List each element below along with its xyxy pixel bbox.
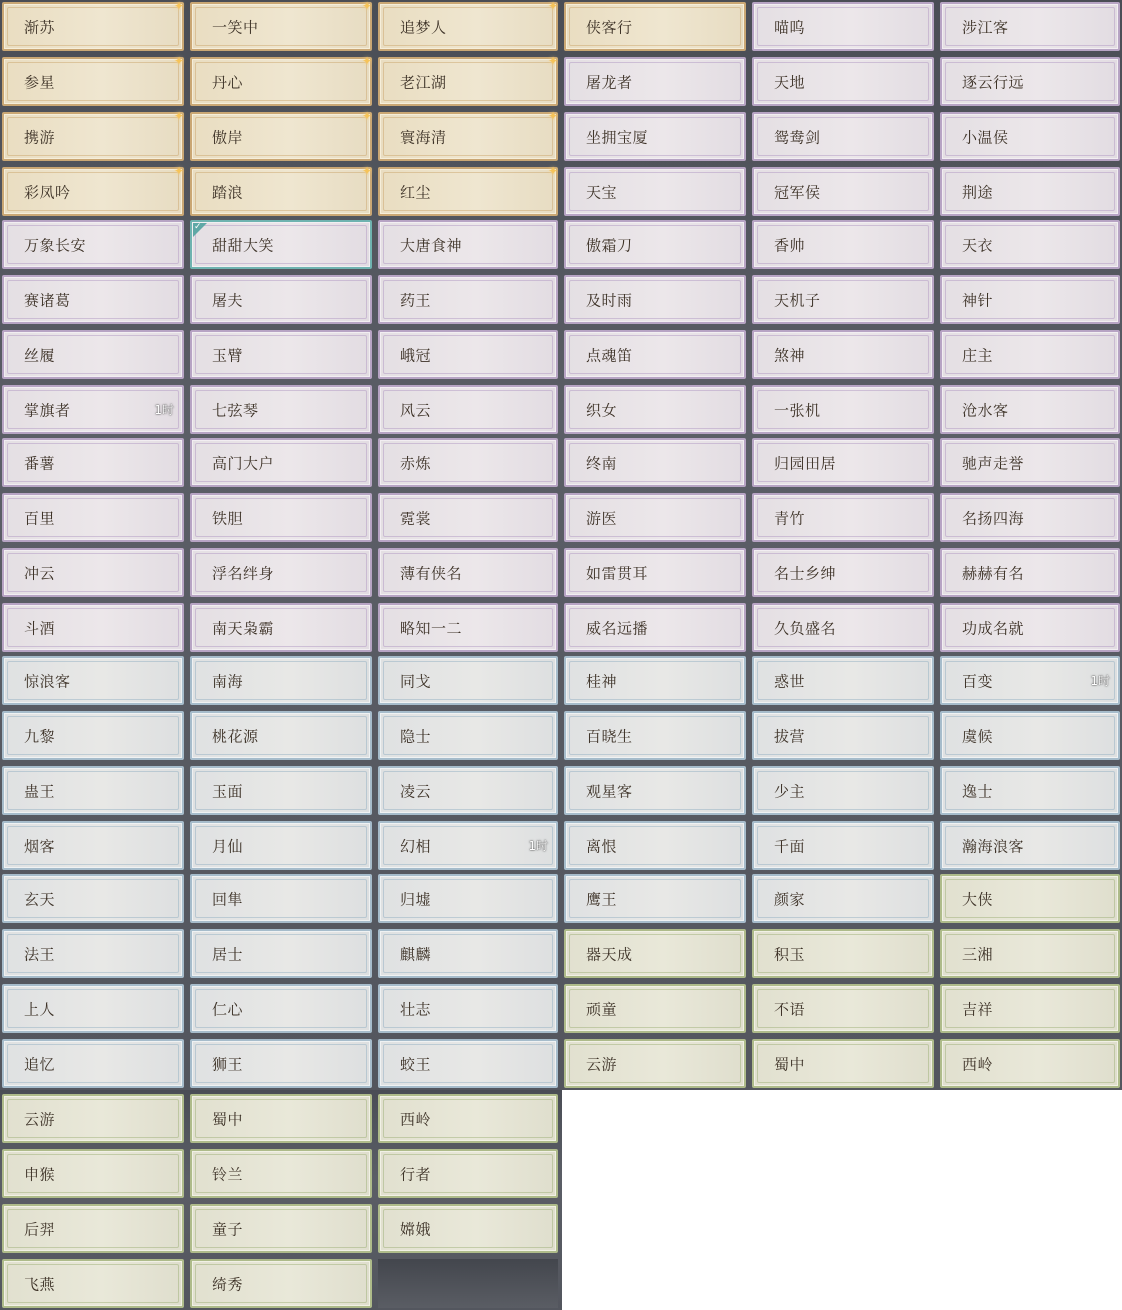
title-label: 蜀中	[774, 1055, 806, 1073]
title-label: 飞燕	[24, 1275, 56, 1293]
title-label: 逐云行远	[962, 73, 1025, 91]
title-tile[interactable]	[2, 766, 184, 815]
sparkle-icon: ✦	[174, 164, 185, 178]
title-tile[interactable]	[2, 54, 185, 106]
check-icon	[193, 223, 207, 237]
title-label: 绮秀	[212, 1275, 244, 1293]
title-tile[interactable]	[190, 220, 372, 269]
title-label: 屠龙者	[586, 73, 633, 91]
title-tile[interactable]	[752, 57, 934, 106]
title-label: 法王	[24, 945, 56, 963]
title-tile[interactable]	[2, 1094, 184, 1143]
title-tile[interactable]	[752, 493, 934, 542]
title-label: 参星	[24, 73, 56, 91]
title-label: 织女	[586, 401, 618, 419]
title-tile[interactable]	[378, 603, 558, 652]
title-tile[interactable]	[564, 548, 746, 597]
sparkle-icon: ✦	[174, 109, 185, 123]
title-label: 顽童	[586, 1000, 618, 1018]
title-label: 蛊王	[24, 782, 56, 800]
title-label: 百晓生	[586, 727, 633, 745]
title-label: 嫦娥	[400, 1220, 432, 1238]
title-label: 小温侯	[962, 128, 1009, 146]
title-label: 大侠	[962, 890, 994, 908]
title-label: 峨冠	[400, 346, 432, 364]
empty-slot	[378, 1259, 558, 1308]
title-tile[interactable]	[564, 385, 746, 434]
title-label: 斗酒	[24, 619, 56, 637]
title-label: 屠夫	[212, 291, 244, 309]
title-label: 名扬四海	[962, 509, 1025, 527]
title-label: 高门大户	[212, 454, 275, 472]
title-label: 积玉	[774, 945, 806, 963]
title-tile[interactable]	[564, 167, 746, 216]
title-tile[interactable]	[378, 656, 558, 705]
sparkle-icon: ✦	[548, 109, 559, 123]
title-tile[interactable]	[940, 929, 1120, 978]
sparkle-icon: ✦	[548, 164, 559, 178]
title-tile[interactable]	[752, 821, 934, 870]
title-label: 略知一二	[400, 619, 463, 637]
title-label: 如雷贯耳	[586, 564, 649, 582]
title-tile[interactable]	[564, 438, 746, 487]
title-tile[interactable]	[378, 438, 558, 487]
title-tile[interactable]	[940, 2, 1120, 51]
title-label: 居士	[212, 945, 244, 963]
title-label: 药王	[400, 291, 432, 309]
title-label: 烟客	[24, 837, 56, 855]
title-tile[interactable]	[2, 984, 184, 1033]
title-tile[interactable]	[940, 57, 1120, 106]
title-tile[interactable]	[940, 548, 1120, 597]
title-tile[interactable]	[752, 167, 934, 216]
title-tile[interactable]	[564, 929, 746, 978]
title-tile[interactable]	[752, 385, 934, 434]
title-tile[interactable]	[752, 984, 934, 1033]
title-label: 天衣	[962, 236, 994, 254]
title-tile[interactable]	[378, 1149, 558, 1198]
title-label: 回隼	[212, 890, 244, 908]
title-tile[interactable]	[190, 493, 372, 542]
title-label: 神针	[962, 291, 994, 309]
title-tile[interactable]	[752, 330, 934, 379]
sparkle-icon: ✦	[174, 0, 185, 13]
title-tile[interactable]	[2, 656, 184, 705]
title-tile[interactable]	[190, 109, 373, 161]
title-label: 铃兰	[212, 1165, 244, 1183]
title-tile[interactable]	[564, 874, 746, 923]
title-tile[interactable]	[378, 874, 558, 923]
title-label: 隐士	[400, 727, 432, 745]
title-label: 千面	[774, 837, 806, 855]
title-label: 云游	[586, 1055, 618, 1073]
title-tile[interactable]	[564, 330, 746, 379]
title-label: 申猴	[24, 1165, 56, 1183]
title-tile[interactable]	[190, 330, 372, 379]
title-tile[interactable]	[2, 1259, 184, 1308]
title-tile[interactable]	[752, 929, 934, 978]
title-label: 一笑中	[212, 18, 259, 36]
title-tile[interactable]	[940, 603, 1120, 652]
title-tile[interactable]	[564, 2, 746, 51]
title-label: 冲云	[24, 564, 56, 582]
title-tile[interactable]	[752, 2, 934, 51]
title-label: 归墟	[400, 890, 432, 908]
title-label: 百变	[962, 672, 994, 690]
title-tile[interactable]	[564, 1039, 746, 1088]
title-tile[interactable]	[940, 167, 1120, 216]
title-tile[interactable]	[752, 766, 934, 815]
title-tile[interactable]	[940, 275, 1120, 324]
title-label: 游医	[586, 509, 618, 527]
title-label: 狮王	[212, 1055, 244, 1073]
title-tile[interactable]	[940, 220, 1120, 269]
title-label: 南天枭霸	[212, 619, 275, 637]
title-label: 名士乡绅	[774, 564, 837, 582]
sparkle-icon: ✦	[548, 0, 559, 13]
title-label: 南海	[212, 672, 244, 690]
title-tile[interactable]	[378, 2, 558, 51]
title-label: 惊浪客	[24, 672, 71, 690]
title-label: 玉臂	[212, 346, 244, 364]
title-tile[interactable]	[378, 164, 559, 216]
title-label: 携游	[24, 128, 56, 146]
title-tile[interactable]	[378, 711, 558, 760]
title-tile[interactable]	[940, 711, 1120, 760]
title-tile[interactable]	[940, 656, 1120, 705]
title-label: 青竹	[774, 509, 806, 527]
title-tile[interactable]	[2, 821, 184, 870]
title-tile[interactable]	[2, 493, 184, 542]
title-label: 百里	[24, 509, 56, 527]
title-tile[interactable]	[2, 385, 184, 434]
title-label: 器天成	[586, 945, 633, 963]
title-label: 凌云	[400, 782, 432, 800]
title-tile[interactable]	[190, 2, 372, 51]
title-tile[interactable]	[378, 220, 558, 269]
title-tile[interactable]	[564, 275, 746, 324]
title-label: 冠军侯	[774, 183, 821, 201]
title-label: 九黎	[24, 727, 56, 745]
title-tile[interactable]	[564, 984, 746, 1033]
title-label: 玄天	[24, 890, 56, 908]
title-label: 久负盛名	[774, 619, 837, 637]
title-label: 西岭	[962, 1055, 994, 1073]
title-label: 渐苏	[24, 18, 56, 36]
sparkle-icon: ✦	[362, 164, 373, 178]
title-tile[interactable]	[940, 874, 1120, 923]
title-tile[interactable]	[2, 929, 184, 978]
title-tile[interactable]	[190, 1259, 372, 1308]
title-tile[interactable]	[752, 112, 934, 161]
title-tile[interactable]	[378, 1204, 558, 1253]
title-label: 拔营	[774, 727, 806, 745]
title-label: 大唐食神	[400, 236, 463, 254]
title-label: 红尘	[400, 183, 432, 201]
title-label: 天宝	[586, 183, 618, 201]
title-tile[interactable]	[2, 438, 184, 487]
title-tile[interactable]	[564, 57, 746, 106]
title-tile[interactable]	[940, 821, 1120, 870]
title-label: 踏浪	[212, 183, 244, 201]
title-label: 云游	[24, 1110, 56, 1128]
title-label: 麒麟	[400, 945, 432, 963]
title-tile[interactable]	[564, 711, 746, 760]
title-tile[interactable]	[190, 766, 372, 815]
title-label: 逸士	[962, 782, 994, 800]
title-tile[interactable]	[2, 220, 184, 269]
title-tile[interactable]	[752, 220, 934, 269]
title-tile[interactable]	[378, 1039, 558, 1088]
title-label: 喵呜	[774, 18, 806, 36]
title-tile[interactable]	[378, 275, 558, 324]
title-label: 丹心	[212, 73, 244, 91]
title-label: 观星客	[586, 782, 633, 800]
title-tile[interactable]	[940, 1039, 1120, 1088]
title-tile[interactable]	[378, 1094, 558, 1143]
duration-badge: 1时	[154, 403, 174, 417]
title-tile[interactable]	[378, 330, 558, 379]
title-label: 霓裳	[400, 509, 432, 527]
sparkle-icon: ✦	[362, 54, 373, 68]
title-tile[interactable]	[564, 603, 746, 652]
title-tile[interactable]	[2, 1039, 184, 1088]
title-label: 一张机	[774, 401, 821, 419]
title-tile[interactable]	[378, 548, 558, 597]
title-tile[interactable]	[2, 603, 184, 652]
title-label: 月仙	[212, 837, 244, 855]
title-tile[interactable]	[190, 164, 373, 216]
title-tile[interactable]	[2, 1149, 184, 1198]
title-tile[interactable]	[564, 821, 746, 870]
title-tile[interactable]	[564, 656, 746, 705]
title-label: 离恨	[586, 837, 618, 855]
title-tile[interactable]	[2, 275, 184, 324]
title-tile[interactable]	[378, 984, 558, 1033]
title-tile[interactable]	[190, 874, 372, 923]
duration-badge: 1时	[1090, 674, 1110, 688]
title-label: 丝履	[24, 346, 56, 364]
title-label: 瀚海浪客	[962, 837, 1025, 855]
title-label: 鹰王	[586, 890, 618, 908]
title-tile[interactable]	[564, 220, 746, 269]
title-label: 坐拥宝厦	[586, 128, 649, 146]
title-tile[interactable]	[2, 2, 184, 51]
title-tile[interactable]	[2, 711, 184, 760]
title-tile[interactable]	[752, 603, 934, 652]
title-label: 香帅	[774, 236, 806, 254]
title-tile[interactable]	[2, 330, 184, 379]
title-label: 驰声走誉	[962, 454, 1025, 472]
title-tile[interactable]	[190, 438, 372, 487]
title-tile[interactable]	[190, 929, 372, 978]
title-label: 玉面	[212, 782, 244, 800]
title-tile[interactable]	[190, 1149, 372, 1198]
title-label: 赛诸葛	[24, 291, 71, 309]
title-label: 虞候	[962, 727, 994, 745]
title-tile[interactable]	[190, 711, 372, 760]
title-tile[interactable]	[940, 766, 1120, 815]
title-label: 浮名绊身	[212, 564, 275, 582]
title-tile[interactable]	[190, 54, 373, 106]
title-label: 赫赫有名	[962, 564, 1025, 582]
title-tile[interactable]	[378, 821, 558, 870]
title-label: 风云	[400, 401, 432, 419]
title-tile[interactable]	[940, 330, 1120, 379]
title-label: 追梦人	[400, 18, 447, 36]
title-label: 幻相	[400, 837, 432, 855]
title-label: 彩凤吟	[24, 183, 71, 201]
title-label: 西岭	[400, 1110, 432, 1128]
title-label: 荆途	[962, 183, 994, 201]
title-label: 番薯	[24, 454, 56, 472]
title-tile[interactable]	[752, 711, 934, 760]
title-label: 天地	[774, 73, 806, 91]
title-tile[interactable]	[752, 874, 934, 923]
title-label: 后羿	[24, 1220, 56, 1238]
title-label: 点魂笛	[586, 346, 633, 364]
title-label: 七弦琴	[212, 401, 259, 419]
title-tile[interactable]	[190, 603, 372, 652]
title-label: 傲霜刀	[586, 236, 633, 254]
title-tile[interactable]	[190, 548, 372, 597]
title-label: 薄有侠名	[400, 564, 463, 582]
title-label: 甜甜大笑	[212, 236, 275, 254]
title-label: 追忆	[24, 1055, 56, 1073]
title-tile[interactable]	[190, 1094, 372, 1143]
title-tile[interactable]	[378, 929, 558, 978]
title-tile[interactable]	[378, 493, 558, 542]
title-label: 赤炼	[400, 454, 432, 472]
title-tile[interactable]	[2, 164, 185, 216]
title-label: 老江湖	[400, 73, 447, 91]
title-tile[interactable]	[190, 1204, 372, 1253]
title-label: 少主	[774, 782, 806, 800]
title-tile[interactable]	[564, 493, 746, 542]
title-tile[interactable]	[190, 656, 372, 705]
title-label: 惑世	[774, 672, 806, 690]
title-label: 归园田居	[774, 454, 837, 472]
title-tile[interactable]	[940, 493, 1120, 542]
title-tile[interactable]	[190, 984, 372, 1033]
title-tile[interactable]	[378, 385, 558, 434]
title-tile[interactable]	[940, 112, 1120, 161]
title-label: 庄主	[962, 346, 994, 364]
title-tile[interactable]	[2, 874, 184, 923]
sparkle-icon: ✦	[362, 0, 373, 13]
title-tile[interactable]	[564, 112, 746, 161]
title-label: 涉江客	[962, 18, 1009, 36]
title-tile[interactable]	[752, 548, 934, 597]
title-label: 天机子	[774, 291, 821, 309]
title-label: 三湘	[962, 945, 994, 963]
title-label: 桂神	[586, 672, 618, 690]
title-label: 上人	[24, 1000, 56, 1018]
title-label: 壮志	[400, 1000, 432, 1018]
title-label: 威名远播	[586, 619, 649, 637]
title-label: 功成名就	[962, 619, 1025, 637]
title-tile[interactable]	[378, 109, 559, 161]
title-label: 蜀中	[212, 1110, 244, 1128]
title-label: 万象长安	[24, 236, 87, 254]
title-label: 蛟王	[400, 1055, 432, 1073]
title-tile[interactable]	[940, 984, 1120, 1033]
title-label: 寰海清	[400, 128, 447, 146]
title-label: 及时雨	[586, 291, 633, 309]
title-label: 掌旗者	[24, 401, 71, 419]
title-label: 铁胆	[212, 509, 244, 527]
title-tile[interactable]	[378, 54, 559, 106]
title-label: 煞神	[774, 346, 806, 364]
title-tile[interactable]	[190, 275, 372, 324]
title-label: 侠客行	[586, 18, 633, 36]
title-tile[interactable]	[190, 821, 372, 870]
title-label: 仁心	[212, 1000, 244, 1018]
title-tile[interactable]	[190, 1039, 372, 1088]
title-tile[interactable]	[564, 766, 746, 815]
title-tile[interactable]	[752, 656, 934, 705]
duration-badge: 1时	[528, 839, 548, 853]
title-tile[interactable]	[940, 438, 1120, 487]
title-tile[interactable]	[378, 766, 558, 815]
title-tile[interactable]	[2, 1204, 184, 1253]
title-tile[interactable]	[940, 385, 1120, 434]
title-label: 傲岸	[212, 128, 244, 146]
title-tile[interactable]	[752, 1039, 934, 1088]
title-label: 颜家	[774, 890, 806, 908]
title-label: 沧水客	[962, 401, 1009, 419]
title-label: 不语	[774, 1000, 806, 1018]
sparkle-icon: ✦	[548, 54, 559, 68]
title-label: 同戈	[400, 672, 432, 690]
title-label: 行者	[400, 1165, 432, 1183]
title-tile[interactable]	[2, 548, 184, 597]
title-tile[interactable]	[752, 438, 934, 487]
title-tile[interactable]	[752, 275, 934, 324]
title-tile[interactable]	[190, 385, 372, 434]
title-label: 童子	[212, 1220, 244, 1238]
title-label: 鸳鸯剑	[774, 128, 821, 146]
title-tile[interactable]	[2, 109, 185, 161]
sparkle-icon: ✦	[174, 54, 185, 68]
sparkle-icon: ✦	[362, 109, 373, 123]
title-label: 终南	[586, 454, 618, 472]
title-label: 吉祥	[962, 1000, 994, 1018]
title-label: 桃花源	[212, 727, 259, 745]
